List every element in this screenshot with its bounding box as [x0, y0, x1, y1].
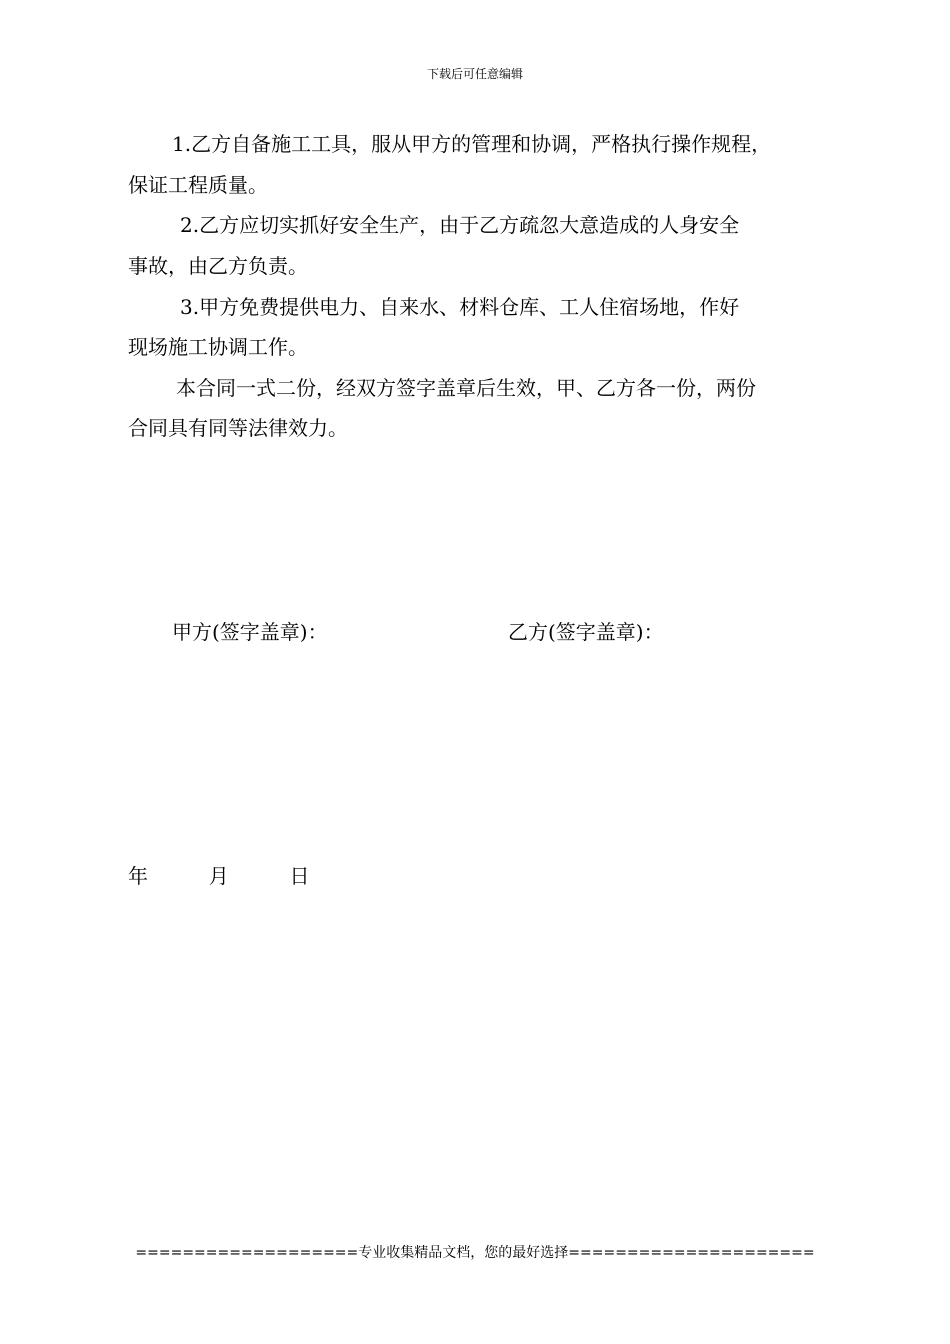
- header-note: 下载后可任意编辑: [426, 67, 523, 81]
- party-b-signature-label: 乙方(签字盖章)：: [508, 620, 664, 644]
- date-day-label: 日: [289, 864, 310, 888]
- date-year-label: 年: [128, 864, 148, 888]
- date-row: [128, 862, 309, 890]
- date-month-label: 月: [208, 864, 229, 888]
- clause-2-line-2: 事故，由乙方负责。: [128, 254, 308, 278]
- clause-4-line-1: 本合同一式二份，经双方签字盖章后生效，甲、乙方各一份，两份: [176, 376, 756, 400]
- clause-1-line-2: 保证工程质量。: [128, 173, 268, 197]
- clause-3-line-2: 现场施工协调工作。: [128, 335, 308, 359]
- clause-1-line-1: 1.乙方自备施工工具，服从甲方的管理和协调，严格执行操作规程，: [172, 132, 772, 156]
- clause-3-line-1: 3.甲方免费提供电力、自来水、材料仓库、工人住宿场地，作好: [180, 295, 740, 319]
- clause-2-line-1: 2.乙方应切实抓好安全生产，由于乙方疏忽大意造成的人身安全: [180, 213, 740, 237]
- clause-4-line-2: 合同具有同等法律效力。: [128, 416, 348, 440]
- footer-note: ===================专业收集精品文档，您的最好选择=====================: [135, 1245, 815, 1261]
- party-a-signature-label: 甲方(签字盖章)：: [172, 620, 328, 644]
